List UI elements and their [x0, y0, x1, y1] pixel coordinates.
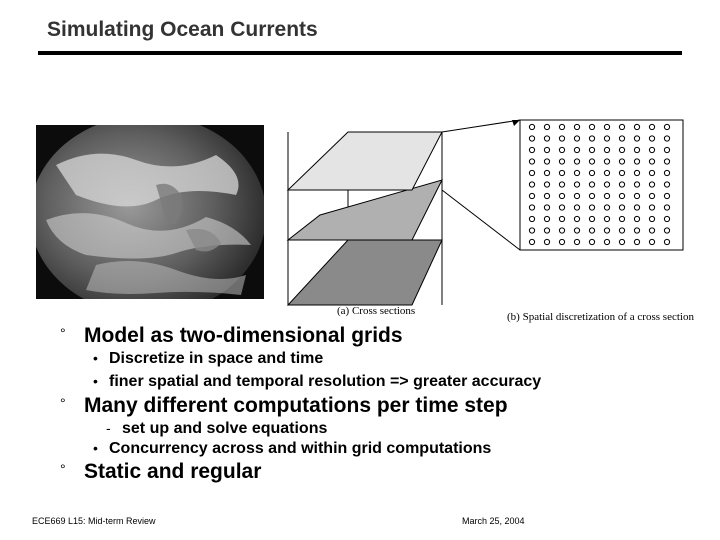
slide-title: Simulating Ocean Currents — [47, 18, 318, 41]
grid-point — [634, 147, 639, 152]
earth-satellite-image — [36, 125, 264, 299]
grid-point — [574, 205, 579, 210]
grid-point — [574, 182, 579, 187]
grid-point — [559, 228, 564, 233]
grid-point — [649, 216, 654, 221]
grid-point — [589, 182, 594, 187]
grid-point — [649, 170, 654, 175]
grid-point — [529, 205, 534, 210]
grid-point — [664, 228, 669, 233]
bullet-marker: ° — [60, 325, 66, 341]
grid-point — [604, 147, 609, 152]
grid-point — [544, 205, 549, 210]
grid-point — [664, 147, 669, 152]
grid-point — [559, 170, 564, 175]
grid-point — [529, 136, 534, 141]
sub-bullet-resolution — [93, 373, 542, 391]
grid-point — [589, 159, 594, 164]
grid-point — [619, 216, 624, 221]
bullet-marker: ° — [60, 461, 66, 477]
bullet-computations — [60, 394, 508, 418]
grid-point — [544, 216, 549, 221]
grid-point — [619, 182, 624, 187]
bullet-text: Many different computations per time step — [84, 394, 508, 417]
grid-point — [589, 170, 594, 175]
grid-point — [574, 147, 579, 152]
grid-point — [619, 193, 624, 198]
grid-point — [634, 239, 639, 244]
grid-point — [604, 159, 609, 164]
grid-point — [559, 159, 564, 164]
grid-point — [619, 205, 624, 210]
grid-point — [559, 205, 564, 210]
grid-point — [664, 216, 669, 221]
grid-point — [574, 170, 579, 175]
footer-date: March 25, 2004 — [462, 516, 525, 526]
grid-point — [649, 159, 654, 164]
grid-point — [649, 239, 654, 244]
grid-point — [664, 124, 669, 129]
grid-point — [529, 124, 534, 129]
grid-point — [604, 193, 609, 198]
caption-cross-sections: (a) Cross sections — [337, 305, 416, 317]
grid-point — [574, 216, 579, 221]
grid-point — [619, 239, 624, 244]
grid-point — [604, 239, 609, 244]
grid-point — [634, 124, 639, 129]
grid-point — [664, 159, 669, 164]
grid-point — [664, 239, 669, 244]
grid-point — [649, 182, 654, 187]
grid-point — [589, 216, 594, 221]
grid-point — [559, 239, 564, 244]
grid-point — [529, 239, 534, 244]
sub-bullet-marker: • — [93, 373, 98, 389]
sub-bullet-concurrency — [93, 440, 492, 458]
grid-point — [574, 159, 579, 164]
grid-point — [649, 228, 654, 233]
grid-point — [664, 193, 669, 198]
grid-point — [529, 159, 534, 164]
cross-section-diagram — [270, 110, 720, 330]
grid-point — [589, 124, 594, 129]
sub-bullet-discretize — [93, 350, 324, 368]
grid-point — [544, 182, 549, 187]
grid-point — [529, 182, 534, 187]
sub-bullet-equations — [106, 420, 328, 438]
footer-course: ECE669 L15: Mid-term Review — [32, 516, 156, 526]
grid-point — [649, 147, 654, 152]
grid-point — [529, 216, 534, 221]
grid-point — [634, 216, 639, 221]
bullet-text: Model as two-dimensional grids — [84, 324, 403, 347]
grid-point — [604, 216, 609, 221]
grid-point — [604, 228, 609, 233]
grid-point — [634, 170, 639, 175]
grid-point — [604, 124, 609, 129]
grid-point — [544, 147, 549, 152]
grid-point — [544, 193, 549, 198]
grid-point — [529, 147, 534, 152]
sub-bullet-marker: - — [106, 420, 111, 436]
sub-bullet-marker: • — [93, 440, 98, 456]
grid-point — [544, 124, 549, 129]
grid-point — [634, 182, 639, 187]
grid-point — [589, 205, 594, 210]
grid-point — [649, 136, 654, 141]
grid-point — [559, 182, 564, 187]
sub-bullet-marker: • — [93, 350, 98, 366]
sub-bullet-text: set up and solve equations — [122, 420, 328, 437]
grid-point — [559, 147, 564, 152]
grid-point — [619, 147, 624, 152]
grid-point — [589, 136, 594, 141]
grid-point — [634, 193, 639, 198]
title-divider — [38, 51, 682, 55]
grid-point — [589, 239, 594, 244]
grid-point — [664, 136, 669, 141]
grid-point — [604, 205, 609, 210]
grid-point — [604, 170, 609, 175]
grid-point — [544, 159, 549, 164]
bullet-static-regular — [60, 460, 262, 484]
grid-point — [604, 136, 609, 141]
grid-point — [559, 193, 564, 198]
grid-point — [529, 228, 534, 233]
bullet-text: Static and regular — [84, 460, 262, 483]
grid-point — [559, 216, 564, 221]
grid-point — [574, 124, 579, 129]
grid-point — [664, 170, 669, 175]
grid-point — [634, 228, 639, 233]
grid-point — [649, 205, 654, 210]
bullet-model-grids — [60, 324, 403, 348]
grid-point — [664, 182, 669, 187]
grid-point — [619, 228, 624, 233]
grid-point — [574, 193, 579, 198]
grid-point — [574, 136, 579, 141]
grid-point — [529, 193, 534, 198]
sub-bullet-text: Concurrency across and within grid computations — [109, 440, 492, 457]
grid-point — [619, 159, 624, 164]
grid-point — [574, 228, 579, 233]
grid-point — [529, 170, 534, 175]
grid-point — [544, 170, 549, 175]
grid-point — [634, 159, 639, 164]
grid-point — [634, 205, 639, 210]
grid-point — [649, 124, 654, 129]
grid-point — [544, 228, 549, 233]
bullet-marker: ° — [60, 395, 66, 411]
grid-point — [634, 136, 639, 141]
sub-bullet-text: finer spatial and temporal resolution => greater accuracy — [109, 373, 542, 390]
grid-point — [589, 193, 594, 198]
grid-point — [619, 124, 624, 129]
grid-point — [544, 239, 549, 244]
caption-spatial-discretization: (b) Spatial discretization of a cross section — [507, 311, 694, 323]
grid-point — [544, 136, 549, 141]
grid-point — [589, 147, 594, 152]
sub-bullet-text: Discretize in space and time — [109, 350, 324, 367]
grid-point — [619, 136, 624, 141]
grid-point — [574, 239, 579, 244]
grid-point — [619, 170, 624, 175]
grid-point — [589, 228, 594, 233]
grid-point — [559, 136, 564, 141]
grid-point — [664, 205, 669, 210]
grid-point — [649, 193, 654, 198]
grid-point — [559, 124, 564, 129]
grid-point — [604, 182, 609, 187]
